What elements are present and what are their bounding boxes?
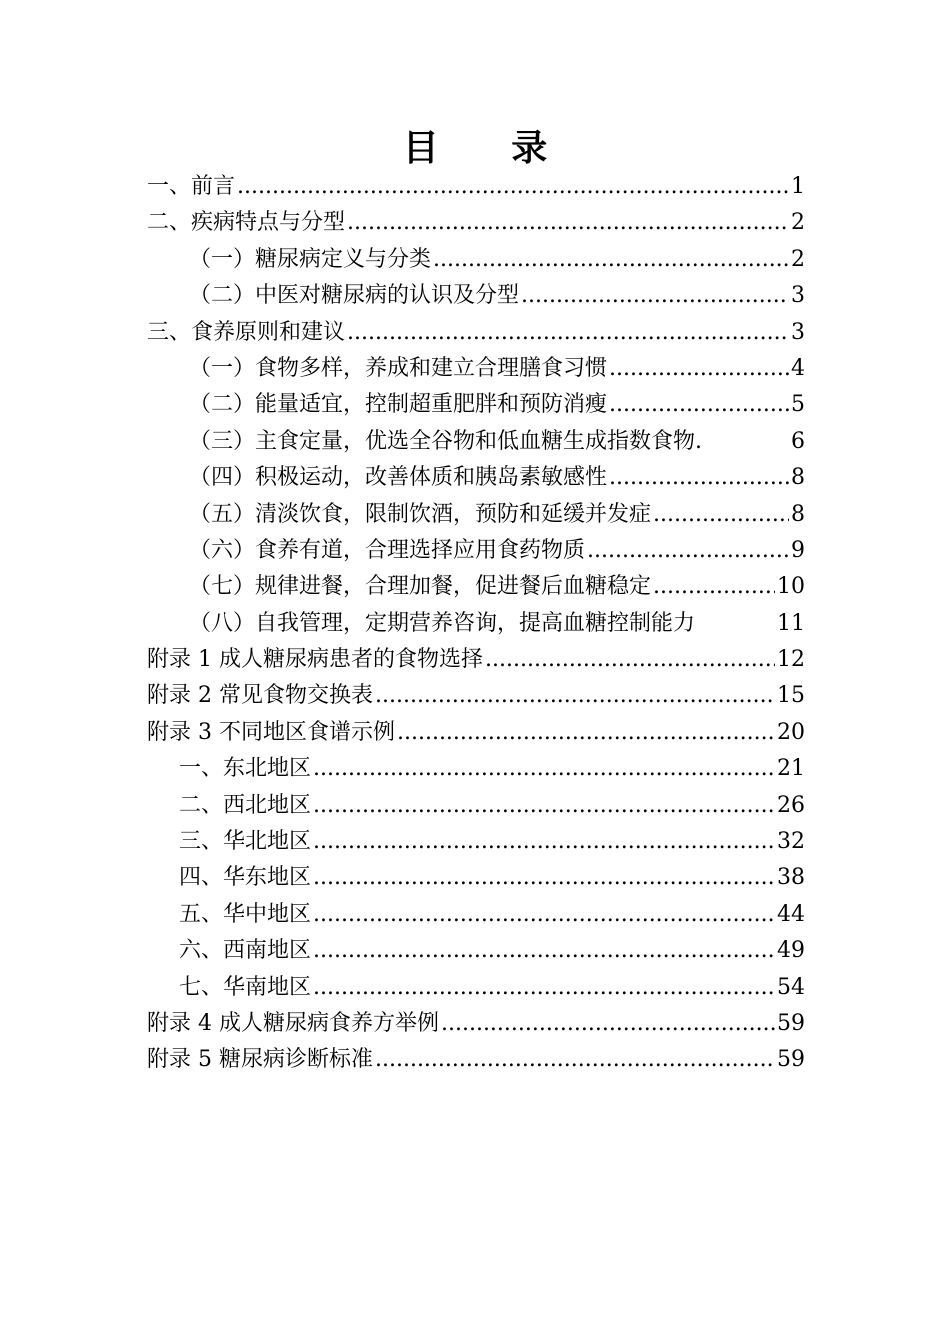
toc-entry-page-number: 44 <box>777 901 805 927</box>
toc-entry-page-number: 9 <box>791 537 805 563</box>
toc-entry[interactable] <box>147 751 805 787</box>
toc-dot-leader <box>313 788 775 824</box>
toc-entry[interactable] <box>147 678 805 714</box>
toc-dot-leader <box>347 315 789 351</box>
toc-entry[interactable] <box>147 824 805 860</box>
toc-dot-leader <box>313 824 775 860</box>
toc-dot-leader <box>609 351 789 387</box>
toc-entry-page-number: 2 <box>791 246 805 272</box>
toc-entry-label: 二、西北地区 <box>179 792 312 818</box>
toc-entry-page-number: 3 <box>791 283 805 309</box>
toc-dot-leader <box>485 642 775 678</box>
toc-dot-leader <box>587 533 789 569</box>
toc-entry-label: （二）中医对糖尿病的认识及分型 <box>189 283 520 309</box>
toc-entry-label: 附录 4 成人糖尿病食养方举例 <box>147 1010 439 1036</box>
toc-entry-page-number: 1 <box>791 174 805 199</box>
toc-dot-leader <box>521 278 789 314</box>
toc-entry[interactable] <box>147 351 805 387</box>
toc-entry-label: 七、华南地区 <box>179 974 312 1000</box>
toc-entry-page-number: 15 <box>777 683 805 709</box>
toc-entry[interactable] <box>147 642 805 678</box>
table-of-contents <box>147 169 805 1079</box>
toc-entry-page-number: 5 <box>791 392 805 418</box>
toc-entry[interactable] <box>147 933 805 969</box>
toc-dot-leader <box>653 569 775 605</box>
toc-dot-leader <box>237 169 789 205</box>
toc-entry-page-number: 3 <box>791 319 805 345</box>
toc-entry-page-number: 2 <box>791 210 805 236</box>
toc-entry-label: 四、华东地区 <box>179 865 312 891</box>
toc-entry[interactable] <box>147 169 805 205</box>
toc-entry[interactable] <box>147 715 805 751</box>
toc-entry-page-number: 11 <box>777 610 805 636</box>
toc-entry-page-number: 12 <box>777 647 805 673</box>
toc-entry[interactable] <box>147 606 805 642</box>
toc-entry[interactable] <box>147 242 805 278</box>
toc-entry-label: 三、食养原则和建议 <box>147 319 346 345</box>
toc-dot-leader <box>609 460 789 496</box>
toc-entry-label: 附录 3 不同地区食谱示例 <box>147 719 395 745</box>
toc-entry-page-number: 59 <box>777 1047 805 1073</box>
toc-entry-page-number: 6 <box>791 428 805 454</box>
toc-entry[interactable] <box>147 497 805 533</box>
toc-entry-label: 附录 1 成人糖尿病患者的食物选择 <box>147 647 483 673</box>
toc-entry-label: 附录 5 糖尿病诊断标准 <box>147 1047 373 1073</box>
page-title: 目 录 <box>402 128 578 169</box>
toc-dot-leader <box>347 205 789 241</box>
toc-entry[interactable] <box>147 387 805 423</box>
toc-entry-page-number: 10 <box>777 574 805 600</box>
toc-entry-label: （三）主食定量，优选全谷物和低血糖生成指数食物. <box>189 428 702 454</box>
toc-entry[interactable] <box>147 1042 805 1078</box>
toc-entry-label: 一、前言 <box>147 174 236 199</box>
toc-entry[interactable] <box>147 278 805 314</box>
toc-entry[interactable] <box>147 970 805 1006</box>
toc-entry[interactable] <box>147 1006 805 1042</box>
toc-dot-leader <box>313 933 775 969</box>
toc-entry-page-number: 49 <box>777 938 805 964</box>
toc-entry-page-number: 54 <box>777 974 805 1000</box>
toc-entry[interactable] <box>147 569 805 605</box>
toc-entry-label: 六、西南地区 <box>179 938 312 964</box>
toc-dot-leader <box>313 970 775 1006</box>
toc-entry-label: （一）食物多样，养成和建立合理膳食习惯 <box>189 355 608 381</box>
toc-entry-label: （二）能量适宜，控制超重肥胖和预防消瘦 <box>189 392 608 418</box>
toc-dot-leader <box>397 715 775 751</box>
toc-entry-page-number: 8 <box>791 501 805 527</box>
toc-entry-page-number: 59 <box>777 1010 805 1036</box>
toc-entry-label: 附录 2 常见食物交换表 <box>147 683 373 709</box>
toc-entry-label: （六）食养有道，合理选择应用食药物质 <box>189 537 586 563</box>
toc-entry-page-number: 32 <box>777 829 805 855</box>
toc-entry[interactable] <box>147 424 805 460</box>
toc-dot-leader <box>375 1042 775 1078</box>
toc-entry[interactable] <box>147 897 805 933</box>
toc-dot-leader <box>313 897 775 933</box>
toc-dot-leader <box>313 860 775 896</box>
toc-entry-page-number: 21 <box>777 756 805 782</box>
toc-dot-leader <box>433 242 789 278</box>
toc-entry-label: （五）清淡饮食，限制饮酒，预防和延缓并发症 <box>189 501 652 527</box>
toc-dot-leader <box>609 387 789 423</box>
toc-dot-leader <box>313 751 775 787</box>
toc-entry-label: （八）自我管理，定期营养咨询，提高血糖控制能力 <box>189 610 696 636</box>
toc-entry-page-number: 20 <box>777 719 805 745</box>
toc-entry-label: （七）规律进餐，合理加餐，促进餐后血糖稳定 <box>189 574 652 600</box>
toc-entry-page-number: 4 <box>791 355 805 381</box>
toc-dot-leader <box>653 497 789 533</box>
toc-entry-page-number: 38 <box>777 865 805 891</box>
toc-entry[interactable] <box>147 860 805 896</box>
toc-entry-page-number: 26 <box>777 792 805 818</box>
toc-entry[interactable] <box>147 533 805 569</box>
toc-entry[interactable] <box>147 788 805 824</box>
toc-entry-page-number: 8 <box>791 465 805 491</box>
toc-entry[interactable] <box>147 205 805 241</box>
toc-entry-label: 二、疾病特点与分型 <box>147 210 346 236</box>
toc-dot-leader <box>441 1006 775 1042</box>
toc-entry-label: 五、华中地区 <box>179 901 312 927</box>
toc-entry-label: （一）糖尿病定义与分类 <box>189 246 432 272</box>
toc-dot-leader <box>375 678 775 714</box>
toc-entry-label: （四）积极运动，改善体质和胰岛素敏感性 <box>189 465 608 491</box>
toc-entry[interactable] <box>147 460 805 496</box>
toc-entry[interactable] <box>147 315 805 351</box>
toc-entry-label: 三、华北地区 <box>179 829 312 855</box>
toc-entry-label: 一、东北地区 <box>179 756 312 782</box>
